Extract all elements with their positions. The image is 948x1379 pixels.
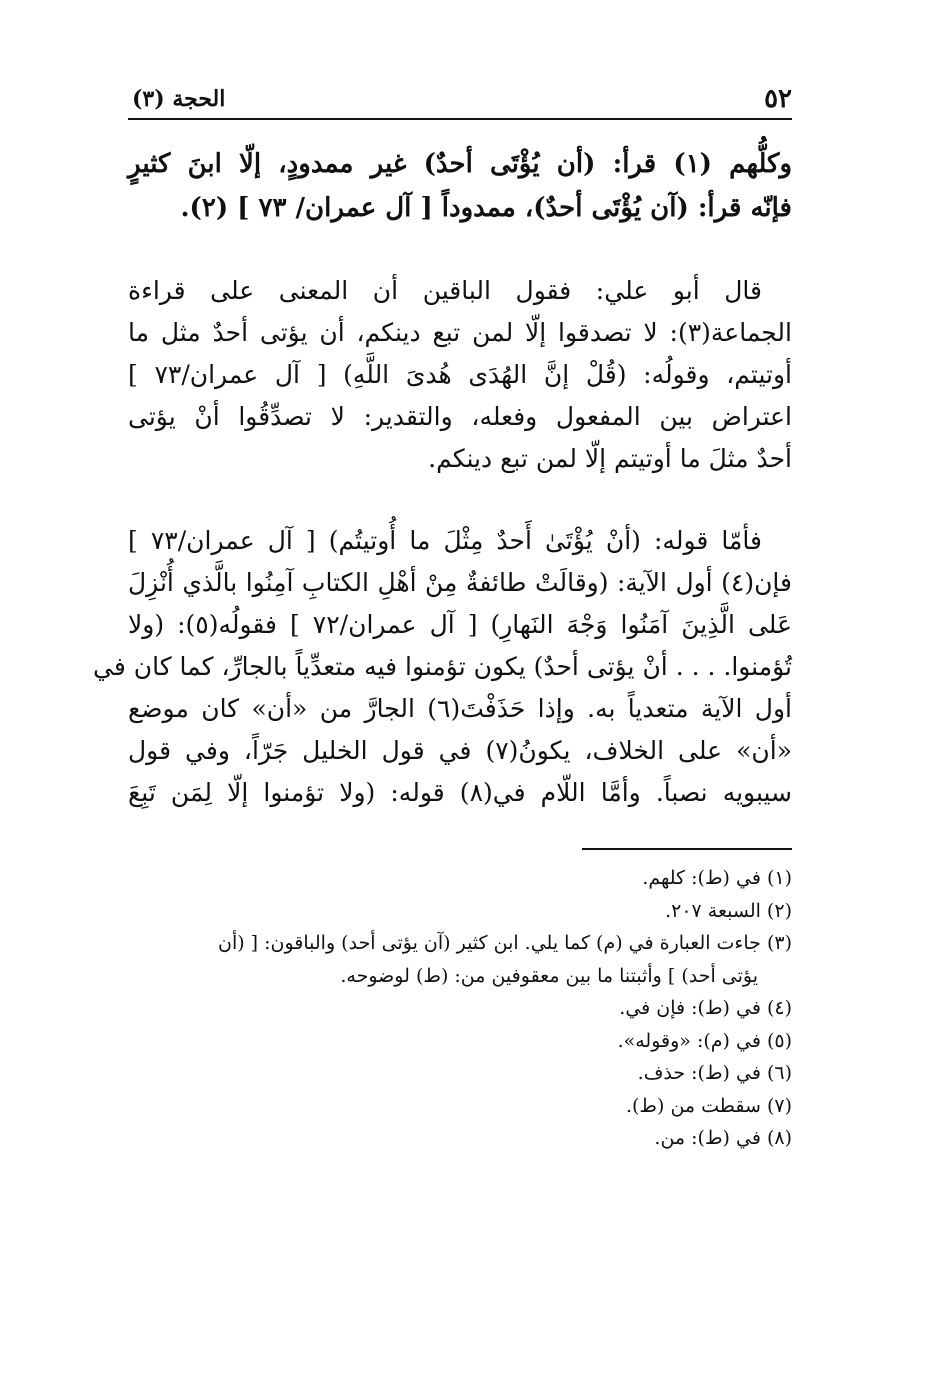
footnotes <box>128 862 792 1155</box>
footnote: (٧) سقطت من (ط). <box>625 1094 792 1117</box>
verse-line: وكلُّهم (١) قرأ: (أن يُؤْتَى أحدٌ) غير ممدودٍ، إلّا ابنَ كثيرٍ <box>128 149 792 179</box>
text-line: أوتيتم، وقولُه: (قُلْ إنَّ الهُدَى هُدىَ اللَّهِ) [ آل عمران/٧٣ ] <box>128 360 792 389</box>
page-number: ٥٢ <box>764 84 792 114</box>
running-title: الحجة (٣) <box>132 86 226 112</box>
text-line: «أن» على الخلاف، يكونُ(٧) في قول الخليل جَرّاً، وفي قول <box>128 736 792 765</box>
text-line: أول الآية متعدياً به. وإذا حَذَفْتَ(٦) الجارَّ من «أن» كان موضع <box>128 694 792 723</box>
paragraph-qawluhu <box>93 520 793 814</box>
text-line: اعتراض بين المفعول وفعله، والتقدير: لا تصدِّقُوا أنْ يؤتى <box>128 402 792 431</box>
footnote: (٦) في (ط): حذف. <box>637 1062 792 1084</box>
footnote: (٨) في (ط): من. <box>654 1127 792 1149</box>
verse-section <box>128 142 792 230</box>
footnote-separator <box>582 848 792 850</box>
text-line: سيبويه نصباً. وأمَّا اللّام في(٨) قوله: (ولا تؤمنوا إلّا لِمَن تَبِعَ <box>128 778 793 807</box>
running-header <box>128 78 792 120</box>
text-line: تُؤمنوا. . . . أنْ يؤتى أحدٌ) يكون تؤمنوا فيه متعدِّياً بالجارِّ، كما كان في <box>93 652 792 681</box>
text-line: عَلى الَّذِينَ آمَنُوا وَجْهَ النَهارِ) [ آل عمران/٧٢ ] فقولُه(٥): (ولا <box>128 610 792 639</box>
text-line: قال أبو علي: فقول الباقين أن المعنى على قراءة <box>128 276 762 305</box>
footnote: (٥) في (م): «وقوله». <box>617 1029 792 1052</box>
verse-line: فإنّه قرأ: (آن يُؤْتَى أحدٌ)، ممدوداً [ آل عمران/ ٧٣ ] (٢). <box>180 193 792 223</box>
text-line: فأمّا قوله: (أنْ يُؤْتَىٰ أَحدٌ مِثْلَ ما أُوتيتُم) [ آل عمران/٧٣ ] <box>128 526 762 555</box>
footnote: (٤) في (ط): فإن في. <box>619 997 792 1019</box>
footnote: (١) في (ط): كلهم. <box>642 867 792 889</box>
text-line: فإن(٤) أول الآية: (وقالَتْ طائفةٌ مِنْ أهْلِ الكتابِ آمِنُوا بالَّذي أُنْزِلَ <box>128 568 792 597</box>
footnote-continuation: يؤتى أحد) ] وأثبتنا ما بين معقوفين من: (ط) لوضوحه. <box>340 964 758 987</box>
footnote: (٣) جاءت العبارة في (م) كما يلي. ابن كثير (آن يؤتى أحد) والباقون: [ (أن <box>217 932 792 954</box>
text-line: أحدٌ مثلَ ما أوتيتم إلّا لمن تبع دينكم. <box>428 444 792 473</box>
paragraph-abu-ali <box>128 270 792 480</box>
text-line: الجماعة(٣): لا تصدقوا إلّا لمن تبع دينكم، أن يؤتى أحدٌ مثل ما <box>128 318 792 347</box>
footnote: (٢) السبعة ٢٠٧. <box>665 899 792 922</box>
book-page <box>93 78 793 1155</box>
